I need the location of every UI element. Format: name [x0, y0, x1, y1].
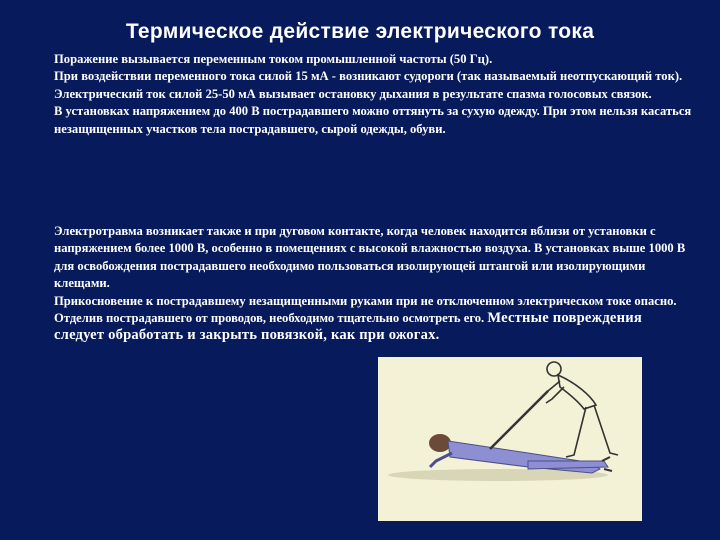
victim-arm — [430, 453, 452, 467]
text-line: Электрический ток силой 25-50 мА вызывает остановку дыхания в результате спазма голосовых связок. — [54, 86, 652, 101]
victim-figure — [429, 434, 612, 473]
text-block-2 — [54, 223, 694, 345]
slide-title: Термическое действие электрического тока — [125, 20, 595, 43]
rescue-illustration-svg — [378, 357, 642, 521]
rescue-illustration — [378, 357, 642, 521]
insulating-pole — [490, 391, 548, 449]
text-line: При воздействии переменного тока силой 15 мА - возникают судороги (так называемый неотпускающий ток). — [54, 69, 683, 84]
text-line: Поражение вызывается переменным током промышленной частоты (50 Гц). — [54, 52, 493, 66]
rescuer-torso — [558, 375, 596, 409]
text-line: В установках напряжением до 400 В пострадавшего можно оттянуть за сухую одежду. При этом нельзя касаться незащищенных участков тела пострадавшего, сырой одежды, обуви. — [54, 104, 692, 136]
rescuer-leg-back — [594, 405, 618, 455]
victim-legs — [528, 461, 608, 469]
text-line: Электротравма возникает также и при дуговом контакте, когда человек находится вблизи от установки с напряжением более 1000 В, особенно в помещениях с высокой влажностью воздуха. В установках выше 1000 В для освобождения пострадавшего необходимо пользоваться изолирующей штангой или изолирующими клещами. — [54, 224, 686, 291]
rescuer-figure — [542, 362, 618, 457]
rescuer-head — [547, 362, 561, 376]
rescuer-leg-front — [566, 407, 586, 457]
text-line-emphasis: Местные повреждения следует обработать и закрыть повязкой, как при ожогах. — [54, 310, 642, 344]
text-line: Прикосновение к пострадавшему незащищенными руками при не отключенном электрическом токе опасно. Отделив пострадавшего от проводов, необходимо тщательно осмотреть его. — [54, 293, 677, 326]
text-block-1 — [54, 51, 694, 138]
victim-head — [429, 434, 451, 452]
